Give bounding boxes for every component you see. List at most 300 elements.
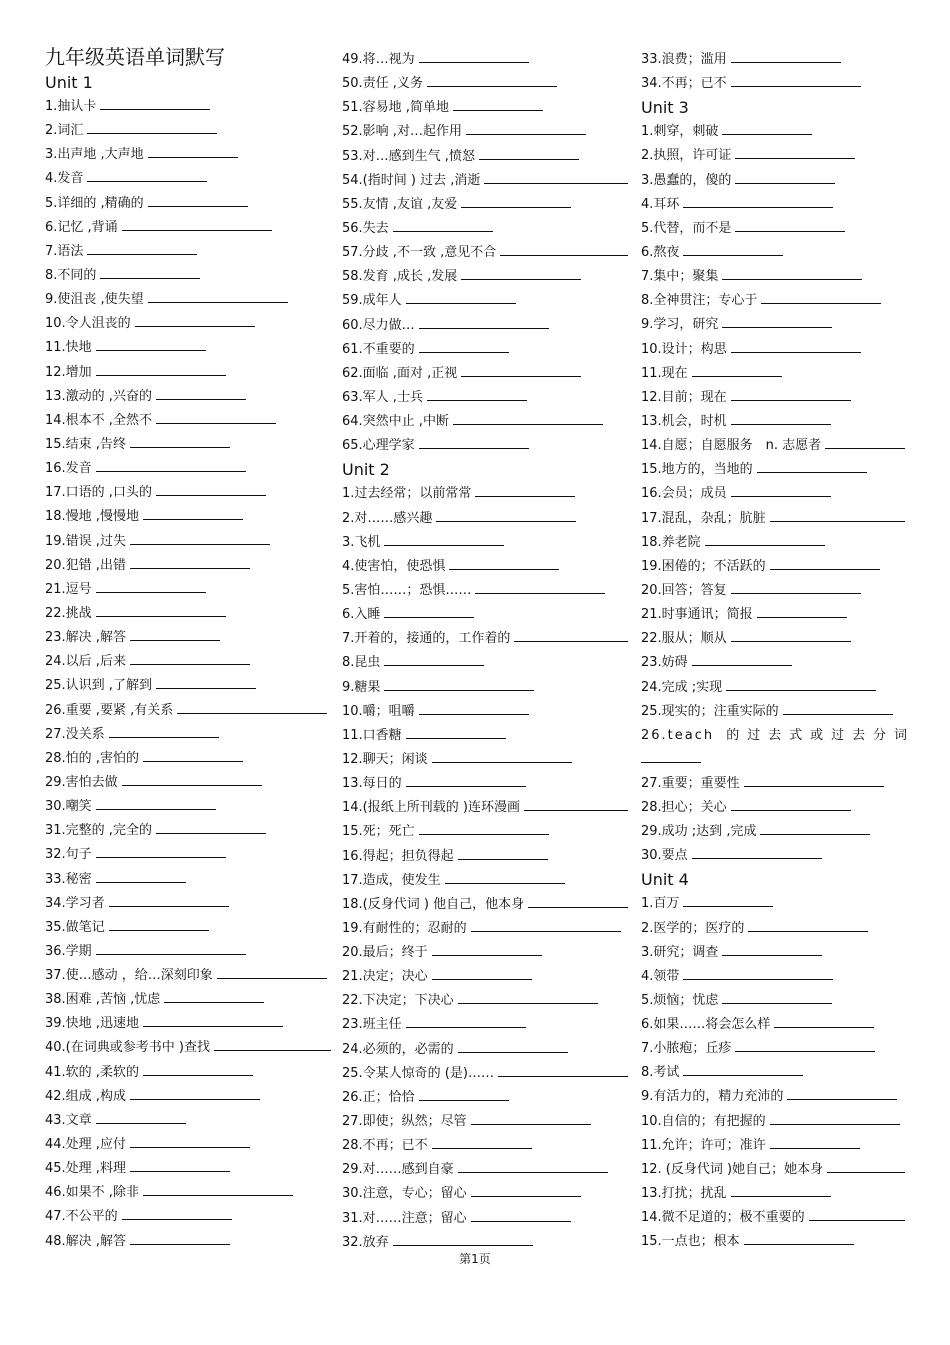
vocab-prompt: 43.文章 bbox=[45, 1112, 92, 1128]
vocab-item bbox=[342, 869, 632, 893]
vocab-prompt: 27.即使；纵然；尽管 bbox=[342, 1114, 467, 1130]
vocab-prompt: 17.造成，使发生 bbox=[342, 872, 441, 888]
vocab-item bbox=[641, 1206, 909, 1230]
answer-blank[interactable] bbox=[458, 990, 598, 1004]
answer-blank[interactable] bbox=[384, 652, 484, 666]
answer-blank[interactable] bbox=[156, 482, 266, 496]
answer-blank[interactable] bbox=[683, 966, 833, 980]
vocab-prompt: 8.不同的 bbox=[45, 267, 97, 283]
answer-blank[interactable] bbox=[384, 604, 474, 618]
answer-blank[interactable] bbox=[406, 290, 516, 304]
vocab-prompt: 27.没关系 bbox=[45, 726, 105, 742]
vocab-item bbox=[641, 1134, 909, 1158]
answer-blank[interactable] bbox=[458, 1039, 568, 1053]
answer-blank[interactable] bbox=[484, 170, 628, 184]
answer-blank[interactable] bbox=[466, 121, 586, 135]
vocab-item bbox=[641, 507, 909, 531]
answer-blank[interactable] bbox=[731, 483, 831, 497]
vocab-item bbox=[641, 796, 909, 820]
vocab-prompt: 10.设计；构思 bbox=[641, 341, 727, 357]
vocab-item bbox=[45, 1181, 335, 1205]
vocab-item bbox=[45, 457, 335, 481]
answer-blank[interactable] bbox=[164, 989, 264, 1003]
vocab-prompt: 65.心理学家 bbox=[342, 438, 415, 454]
vocab-item bbox=[45, 650, 335, 674]
answer-blank[interactable] bbox=[692, 363, 782, 377]
vocab-item bbox=[342, 845, 632, 869]
vocab-item bbox=[342, 48, 632, 72]
vocab-item bbox=[641, 434, 909, 458]
vocab-prompt: 23.班主任 bbox=[342, 1017, 402, 1033]
vocab-item bbox=[342, 917, 632, 941]
answer-blank[interactable] bbox=[96, 579, 206, 593]
vocab-prompt: 46.如果不 ,除非 bbox=[45, 1185, 139, 1201]
answer-blank[interactable] bbox=[130, 1134, 250, 1148]
answer-blank[interactable] bbox=[177, 700, 327, 714]
vocab-prompt: 27.重要；重要性 bbox=[641, 775, 740, 791]
vocab-item bbox=[45, 1085, 335, 1109]
answer-blank[interactable] bbox=[641, 749, 701, 763]
answer-blank[interactable] bbox=[96, 337, 206, 351]
answer-blank[interactable] bbox=[393, 1232, 533, 1246]
answer-blank[interactable] bbox=[471, 918, 621, 932]
vocab-prompt: 51.容易地 ,简单地 bbox=[342, 100, 449, 116]
vocab-prompt: 8.昆虫 bbox=[342, 655, 381, 671]
answer-blank[interactable] bbox=[744, 1231, 854, 1245]
answer-blank[interactable] bbox=[722, 990, 832, 1004]
unit-heading: Unit 3 bbox=[641, 98, 689, 118]
answer-blank[interactable] bbox=[761, 290, 881, 304]
answer-blank[interactable] bbox=[735, 145, 855, 159]
vocab-item bbox=[342, 965, 632, 989]
vocab-item bbox=[641, 892, 909, 916]
vocab-item bbox=[342, 434, 632, 458]
answer-blank[interactable] bbox=[774, 1014, 874, 1028]
vocab-prompt: 3.愚蠢的，傻的 bbox=[641, 172, 732, 188]
answer-blank[interactable] bbox=[453, 97, 543, 111]
vocab-prompt: 4.领带 bbox=[641, 968, 680, 984]
answer-blank[interactable] bbox=[500, 242, 628, 256]
answer-blank[interactable] bbox=[427, 73, 557, 87]
vocab-prompt: 3.研究；调查 bbox=[641, 944, 719, 960]
answer-blank[interactable] bbox=[735, 218, 845, 232]
answer-blank[interactable] bbox=[683, 1062, 803, 1076]
answer-blank[interactable] bbox=[427, 387, 527, 401]
answer-blank[interactable] bbox=[827, 1159, 905, 1173]
vocab-item bbox=[342, 941, 632, 965]
answer-blank[interactable] bbox=[770, 1135, 860, 1149]
vocab-prompt: 3.飞机 bbox=[342, 534, 381, 550]
answer-blank[interactable] bbox=[722, 314, 832, 328]
answer-blank[interactable] bbox=[770, 556, 880, 570]
answer-blank[interactable] bbox=[96, 362, 226, 376]
vocab-item bbox=[641, 289, 909, 313]
answer-blank[interactable] bbox=[809, 1207, 905, 1221]
answer-blank[interactable] bbox=[419, 49, 529, 63]
vocab-item bbox=[641, 724, 909, 772]
vocab-prompt: 4.发音 bbox=[45, 171, 84, 187]
answer-blank[interactable] bbox=[87, 168, 207, 182]
answer-blank[interactable] bbox=[683, 194, 833, 208]
vocab-item bbox=[641, 48, 909, 72]
answer-blank[interactable] bbox=[214, 1037, 331, 1051]
vocab-prompt: 28.不再；已不 bbox=[342, 1138, 428, 1154]
answer-blank[interactable] bbox=[731, 49, 841, 63]
answer-blank[interactable] bbox=[384, 532, 504, 546]
vocab-item bbox=[342, 627, 632, 651]
vocab-item bbox=[45, 578, 335, 602]
vocab-item bbox=[641, 965, 909, 989]
answer-blank[interactable] bbox=[87, 241, 197, 255]
answer-blank[interactable] bbox=[419, 315, 549, 329]
answer-blank[interactable] bbox=[692, 652, 792, 666]
vocab-item bbox=[45, 795, 335, 819]
vocab-prompt: 36.学期 bbox=[45, 943, 92, 959]
vocab-item bbox=[45, 819, 335, 843]
answer-blank[interactable] bbox=[475, 580, 605, 594]
vocab-item bbox=[641, 410, 909, 434]
vocab-prompt: 7.集中；聚集 bbox=[641, 269, 719, 285]
vocab-item bbox=[641, 603, 909, 627]
answer-blank[interactable] bbox=[96, 458, 246, 472]
vocab-prompt: 8.考试 bbox=[641, 1065, 680, 1081]
vocab-prompt: 17.混乱，杂乱；肮脏 bbox=[641, 510, 766, 526]
page-title: 九年级英语单词默写 bbox=[45, 45, 225, 69]
answer-blank[interactable] bbox=[458, 1159, 608, 1173]
vocab-prompt: 26.正；恰恰 bbox=[342, 1089, 415, 1105]
vocab-prompt: 12.聊天；闲谈 bbox=[342, 751, 428, 767]
answer-blank[interactable] bbox=[445, 870, 565, 884]
vocab-item bbox=[342, 1013, 632, 1037]
vocab-item bbox=[342, 145, 632, 169]
answer-blank[interactable] bbox=[524, 797, 628, 811]
answer-blank[interactable] bbox=[384, 677, 534, 691]
vocab-prompt: 44.处理 ,应付 bbox=[45, 1137, 126, 1153]
answer-blank[interactable] bbox=[825, 435, 905, 449]
answer-blank[interactable] bbox=[731, 339, 861, 353]
answer-blank[interactable] bbox=[731, 797, 851, 811]
answer-blank[interactable] bbox=[453, 411, 603, 425]
answer-blank[interactable] bbox=[419, 1087, 509, 1101]
vocab-prompt: 2.对……感兴趣 bbox=[342, 510, 433, 526]
answer-blank[interactable] bbox=[475, 483, 575, 497]
vocab-item bbox=[641, 555, 909, 579]
vocab-prompt: 64.突然中止 ,中断 bbox=[342, 414, 449, 430]
vocab-prompt: 30.注意，专心；留心 bbox=[342, 1186, 467, 1202]
answer-blank[interactable] bbox=[461, 266, 581, 280]
vocab-item bbox=[45, 530, 335, 554]
answer-blank[interactable] bbox=[432, 966, 532, 980]
vocab-item bbox=[342, 482, 632, 506]
unit-heading: Unit 2 bbox=[342, 460, 390, 480]
answer-blank[interactable] bbox=[726, 677, 876, 691]
vocab-prompt: 17.口语的 ,口头的 bbox=[45, 485, 152, 501]
vocab-item bbox=[45, 771, 335, 795]
answer-blank[interactable] bbox=[96, 603, 226, 617]
answer-blank[interactable] bbox=[735, 170, 835, 184]
vocab-item bbox=[641, 676, 909, 700]
answer-blank[interactable] bbox=[471, 1111, 591, 1125]
vocab-prompt: 53.对…感到生气 ,愤怒 bbox=[342, 148, 475, 164]
answer-blank[interactable] bbox=[96, 844, 226, 858]
vocab-prompt: 5.代替，而不是 bbox=[641, 220, 732, 236]
answer-blank[interactable] bbox=[731, 580, 861, 594]
vocab-prompt: 4.使害怕，使恐惧 bbox=[342, 558, 446, 574]
vocab-item bbox=[45, 723, 335, 747]
vocab-prompt: 18.(反身代词 ) 他自己，他本身 bbox=[342, 896, 525, 912]
vocab-item bbox=[342, 989, 632, 1013]
vocab-item bbox=[45, 143, 335, 167]
answer-blank[interactable] bbox=[109, 917, 209, 931]
answer-blank[interactable] bbox=[96, 796, 216, 810]
answer-blank[interactable] bbox=[461, 194, 571, 208]
vocab-prompt: 11.快地 bbox=[45, 340, 92, 356]
vocab-item bbox=[45, 433, 335, 457]
vocab-prompt: 15.一点也；根本 bbox=[641, 1234, 740, 1250]
answer-blank[interactable] bbox=[130, 1158, 230, 1172]
answer-blank[interactable] bbox=[156, 675, 256, 689]
answer-blank[interactable] bbox=[156, 386, 246, 400]
answer-blank[interactable] bbox=[479, 146, 579, 160]
vocab-prompt: 15.死；死亡 bbox=[342, 824, 415, 840]
vocab-item bbox=[641, 1085, 909, 1109]
vocab-item bbox=[641, 1013, 909, 1037]
vocab-item bbox=[641, 482, 909, 506]
vocab-prompt: 25.认识到 ,了解到 bbox=[45, 678, 152, 694]
vocab-item bbox=[45, 674, 335, 698]
answer-blank[interactable] bbox=[432, 1135, 532, 1149]
vocab-prompt: 13.激动的 ,兴奋的 bbox=[45, 388, 152, 404]
vocab-item bbox=[342, 96, 632, 120]
vocab-prompt: 11.口香糖 bbox=[342, 727, 402, 743]
answer-blank[interactable] bbox=[498, 1063, 628, 1077]
vocab-prompt: 31.完整的 ,完全的 bbox=[45, 823, 152, 839]
answer-blank[interactable] bbox=[406, 1014, 526, 1028]
answer-blank[interactable] bbox=[757, 604, 847, 618]
vocab-item bbox=[45, 964, 335, 988]
answer-blank[interactable] bbox=[148, 289, 288, 303]
answer-blank[interactable] bbox=[122, 1206, 232, 1220]
vocab-item bbox=[45, 602, 335, 626]
answer-blank[interactable] bbox=[432, 942, 542, 956]
answer-blank[interactable] bbox=[787, 1086, 897, 1100]
vocab-item bbox=[45, 843, 335, 867]
vocab-item bbox=[45, 505, 335, 529]
vocab-item bbox=[45, 1036, 335, 1060]
vocab-item bbox=[641, 1110, 909, 1134]
vocab-prompt: 20.最后；终于 bbox=[342, 945, 428, 961]
answer-blank[interactable] bbox=[156, 410, 276, 424]
answer-blank[interactable] bbox=[130, 651, 250, 665]
answer-blank[interactable] bbox=[683, 893, 773, 907]
answer-blank[interactable] bbox=[731, 387, 851, 401]
vocab-prompt: 6.熬夜 bbox=[641, 244, 680, 260]
vocab-prompt: 28.担心；关心 bbox=[641, 799, 727, 815]
answer-blank[interactable] bbox=[130, 555, 250, 569]
vocab-prompt: 14.自愿；自愿服务 n. 志愿者 bbox=[641, 438, 822, 454]
vocab-item bbox=[342, 748, 632, 772]
answer-blank[interactable] bbox=[528, 894, 628, 908]
vocab-prompt: 5.害怕……；恐惧…… bbox=[342, 582, 472, 598]
answer-blank[interactable] bbox=[96, 869, 186, 883]
vocab-item bbox=[342, 676, 632, 700]
vocab-item bbox=[641, 844, 909, 868]
answer-blank[interactable] bbox=[122, 772, 262, 786]
answer-blank[interactable] bbox=[87, 120, 217, 134]
answer-blank[interactable] bbox=[148, 193, 248, 207]
vocab-prompt: 59.成年人 bbox=[342, 293, 402, 309]
answer-blank[interactable] bbox=[722, 266, 862, 280]
vocab-item bbox=[641, 217, 909, 241]
answer-blank[interactable] bbox=[419, 435, 529, 449]
answer-blank[interactable] bbox=[770, 1111, 900, 1125]
answer-blank[interactable] bbox=[130, 627, 220, 641]
answer-blank[interactable] bbox=[156, 820, 266, 834]
answer-blank[interactable] bbox=[393, 218, 493, 232]
vocab-prompt: 33.浪费；滥用 bbox=[641, 52, 727, 67]
vocab-prompt: 49.将…视为 bbox=[342, 52, 415, 67]
answer-blank[interactable] bbox=[458, 846, 548, 860]
vocab-item bbox=[641, 989, 909, 1013]
answer-blank[interactable] bbox=[406, 773, 526, 787]
vocab-prompt: 56.失去 bbox=[342, 220, 389, 236]
answer-blank[interactable] bbox=[419, 821, 549, 835]
answer-blank[interactable] bbox=[783, 701, 893, 715]
answer-blank[interactable] bbox=[109, 724, 219, 738]
answer-blank[interactable] bbox=[130, 1086, 260, 1100]
vocab-item bbox=[342, 1158, 632, 1182]
vocab-prompt: 13.每日的 bbox=[342, 776, 402, 792]
vocab-prompt: 12. (反身代词 )她自己；她本身 bbox=[641, 1161, 824, 1177]
answer-blank[interactable] bbox=[419, 339, 509, 353]
answer-blank[interactable] bbox=[135, 313, 255, 327]
answer-blank[interactable] bbox=[432, 749, 572, 763]
vocab-item bbox=[641, 941, 909, 965]
vocab-item bbox=[45, 167, 335, 191]
vocab-prompt: 20.回答；答复 bbox=[641, 582, 727, 598]
vocab-item bbox=[45, 312, 335, 336]
answer-blank[interactable] bbox=[692, 845, 822, 859]
answer-blank[interactable] bbox=[461, 363, 581, 377]
answer-blank[interactable] bbox=[770, 508, 905, 522]
vocab-prompt: 2.医学的；医疗的 bbox=[641, 920, 745, 936]
answer-blank[interactable] bbox=[130, 531, 270, 545]
answer-blank[interactable] bbox=[100, 96, 210, 110]
vocab-prompt: 6.入睡 bbox=[342, 607, 381, 623]
vocab-prompt: 54.(指时间 ) 过去 ,消逝 bbox=[342, 172, 481, 188]
vocab-prompt: 10.令人沮丧的 bbox=[45, 316, 131, 332]
vocab-prompt: 26.teach 的过去式或过去分词 bbox=[641, 727, 909, 743]
vocab-prompt: 18.慢地 ,慢慢地 bbox=[45, 509, 139, 525]
answer-blank[interactable] bbox=[722, 121, 812, 135]
answer-blank[interactable] bbox=[683, 242, 783, 256]
vocab-item bbox=[641, 144, 909, 168]
vocab-item bbox=[641, 1158, 909, 1182]
vocab-item bbox=[342, 507, 632, 531]
vocab-prompt: 38.困难 ,苦恼 ,忧虑 bbox=[45, 992, 161, 1008]
answer-blank[interactable] bbox=[471, 1208, 571, 1222]
vocab-prompt: 60.尽力做… bbox=[342, 317, 415, 333]
answer-blank[interactable] bbox=[143, 506, 243, 520]
answer-blank[interactable] bbox=[143, 1062, 253, 1076]
vocab-item bbox=[45, 699, 335, 723]
vocab-prompt: 2.词汇 bbox=[45, 123, 84, 139]
answer-blank[interactable] bbox=[419, 701, 529, 715]
vocab-item bbox=[641, 820, 909, 844]
vocab-prompt: 13.打扰；扰乱 bbox=[641, 1186, 727, 1202]
answer-blank[interactable] bbox=[735, 1038, 875, 1052]
vocab-prompt: 9.糖果 bbox=[342, 679, 381, 695]
answer-blank[interactable] bbox=[471, 1183, 581, 1197]
vocab-item bbox=[45, 1157, 335, 1181]
vocab-prompt: 6.如果……将会怎么样 bbox=[641, 1017, 771, 1033]
vocab-prompt: 12.增加 bbox=[45, 364, 92, 380]
vocab-item bbox=[342, 193, 632, 217]
vocab-item bbox=[45, 216, 335, 240]
vocab-item bbox=[342, 579, 632, 603]
vocab-item bbox=[45, 95, 335, 119]
unit-heading: Unit 4 bbox=[641, 870, 689, 890]
answer-blank[interactable] bbox=[406, 725, 506, 739]
answer-blank[interactable] bbox=[760, 821, 870, 835]
vocab-prompt: 24.以后 ,后来 bbox=[45, 654, 126, 670]
answer-blank[interactable] bbox=[217, 965, 327, 979]
vocab-item bbox=[641, 313, 909, 337]
vocab-prompt: 47.不公平的 bbox=[45, 1209, 118, 1225]
vocab-prompt: 33.秘密 bbox=[45, 871, 92, 887]
answer-blank[interactable] bbox=[130, 1231, 230, 1245]
vocab-prompt: 6.记忆 ,背诵 bbox=[45, 219, 118, 235]
vocab-item bbox=[45, 264, 335, 288]
answer-blank[interactable] bbox=[705, 532, 825, 546]
answer-blank[interactable] bbox=[731, 628, 851, 642]
answer-blank[interactable] bbox=[514, 628, 628, 642]
answer-blank[interactable] bbox=[722, 942, 822, 956]
vocab-prompt: 1.百万 bbox=[641, 896, 680, 912]
answer-blank[interactable] bbox=[744, 773, 884, 787]
answer-blank[interactable] bbox=[748, 918, 868, 932]
answer-blank[interactable] bbox=[731, 73, 861, 87]
vocab-item bbox=[342, 820, 632, 844]
answer-blank[interactable] bbox=[143, 1013, 283, 1027]
vocab-prompt: 34.学习者 bbox=[45, 895, 105, 911]
answer-blank[interactable] bbox=[100, 265, 200, 279]
vocab-prompt: 15.结束 ,告终 bbox=[45, 436, 126, 452]
answer-blank[interactable] bbox=[449, 556, 559, 570]
answer-blank[interactable] bbox=[757, 459, 867, 473]
answer-blank[interactable] bbox=[130, 434, 230, 448]
vocab-item bbox=[342, 1110, 632, 1134]
answer-blank[interactable] bbox=[143, 1182, 293, 1196]
vocab-item bbox=[641, 241, 909, 265]
vocab-prompt: 19.错误 ,过失 bbox=[45, 533, 126, 549]
vocab-item bbox=[342, 772, 632, 796]
answer-blank[interactable] bbox=[122, 217, 272, 231]
answer-blank[interactable] bbox=[109, 893, 229, 907]
vocab-prompt: 40.(在词典或参考书中 )查找 bbox=[45, 1040, 210, 1056]
answer-blank[interactable] bbox=[436, 508, 576, 522]
vocab-item bbox=[641, 700, 909, 724]
answer-blank[interactable] bbox=[148, 144, 238, 158]
vocab-prompt: 23.解决 ,解答 bbox=[45, 630, 126, 646]
vocab-prompt: 42.组成 ,构成 bbox=[45, 1088, 126, 1104]
answer-blank[interactable] bbox=[731, 1183, 831, 1197]
answer-blank[interactable] bbox=[96, 1110, 186, 1124]
vocab-prompt: 7.语法 bbox=[45, 243, 84, 259]
answer-blank[interactable] bbox=[96, 941, 246, 955]
answer-blank[interactable] bbox=[143, 748, 243, 762]
answer-blank[interactable] bbox=[731, 411, 831, 425]
